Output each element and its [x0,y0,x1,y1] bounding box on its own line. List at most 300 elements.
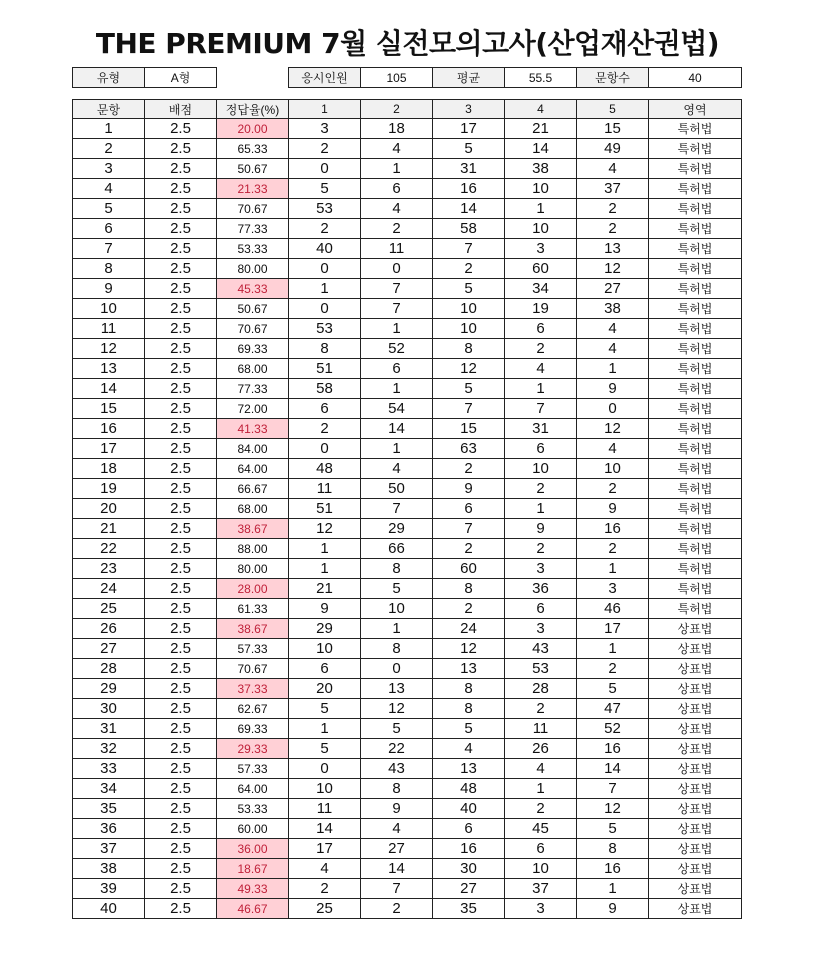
area-cell: 특허법 [649,579,742,599]
area-cell: 특허법 [649,479,742,499]
area-cell: 특허법 [649,119,742,139]
choice-3-count-cell: 4 [433,739,505,759]
average-label: 평균 [433,68,505,88]
examinees-value: 105 [361,68,433,88]
choice-3-count-cell: 2 [433,259,505,279]
score-cell: 2.5 [145,639,217,659]
correct-rate-cell: 68.00 [217,359,289,379]
area-cell: 상표법 [649,819,742,839]
choice-2-count-cell: 9 [361,799,433,819]
choice-2-count-cell: 52 [361,339,433,359]
question-number-cell: 38 [73,859,145,879]
choice-2-count-cell: 27 [361,839,433,859]
correct-rate-cell: 60.00 [217,819,289,839]
table-row [73,239,742,259]
area-cell: 상표법 [649,739,742,759]
choice-2-count-cell: 29 [361,519,433,539]
correct-rate-cell: 64.00 [217,459,289,479]
choice-4-count-cell: 31 [505,419,577,439]
correct-rate-cell: 53.33 [217,239,289,259]
correct-rate-cell: 70.67 [217,319,289,339]
table-row [73,419,742,439]
correct-rate-cell: 49.33 [217,879,289,899]
question-number-cell: 11 [73,319,145,339]
question-number-cell: 4 [73,179,145,199]
choice-3-count-cell: 5 [433,139,505,159]
table-row [73,639,742,659]
choice-1-count-cell: 58 [289,379,361,399]
score-cell: 2.5 [145,659,217,679]
choice-4-count-cell: 10 [505,219,577,239]
choice-3-count-cell: 5 [433,279,505,299]
question-number-cell: 16 [73,419,145,439]
choice-2-count-cell: 8 [361,779,433,799]
question-number-cell: 15 [73,399,145,419]
choice-5-count-cell: 27 [577,279,649,299]
area-cell: 특허법 [649,439,742,459]
choice-5-count-cell: 15 [577,119,649,139]
choice-5-count-cell: 1 [577,559,649,579]
choice-5-count-cell: 10 [577,459,649,479]
correct-rate-cell: 36.00 [217,839,289,859]
area-cell: 특허법 [649,379,742,399]
header-area: 영역 [649,100,742,119]
choice-2-count-cell: 7 [361,299,433,319]
choice-1-count-cell: 10 [289,779,361,799]
choice-3-count-cell: 16 [433,179,505,199]
question-number-cell: 17 [73,439,145,459]
question-number-cell: 36 [73,819,145,839]
table-row [73,659,742,679]
choice-5-count-cell: 2 [577,219,649,239]
score-cell: 2.5 [145,319,217,339]
choice-1-count-cell: 1 [289,279,361,299]
type-value: A형 [145,68,217,88]
header-correct-rate: 정답율(%) [217,100,289,119]
score-cell: 2.5 [145,159,217,179]
choice-4-count-cell: 2 [505,539,577,559]
choice-4-count-cell: 10 [505,179,577,199]
choice-3-count-cell: 2 [433,539,505,559]
question-number-cell: 19 [73,479,145,499]
score-cell: 2.5 [145,359,217,379]
table-row [73,219,742,239]
correct-rate-cell: 80.00 [217,559,289,579]
question-number-cell: 23 [73,559,145,579]
choice-5-count-cell: 52 [577,719,649,739]
type-label: 유형 [73,68,145,88]
choice-4-count-cell: 28 [505,679,577,699]
table-row [73,619,742,639]
table-row [73,119,742,139]
area-cell: 특허법 [649,599,742,619]
choice-2-count-cell: 22 [361,739,433,759]
score-cell: 2.5 [145,819,217,839]
choice-3-count-cell: 60 [433,559,505,579]
choice-3-count-cell: 14 [433,199,505,219]
choice-3-count-cell: 7 [433,519,505,539]
choice-1-count-cell: 51 [289,499,361,519]
choice-4-count-cell: 19 [505,299,577,319]
choice-2-count-cell: 0 [361,259,433,279]
choice-4-count-cell: 3 [505,559,577,579]
correct-rate-cell: 41.33 [217,419,289,439]
choice-3-count-cell: 8 [433,339,505,359]
correct-rate-cell: 77.33 [217,219,289,239]
score-cell: 2.5 [145,859,217,879]
question-number-cell: 22 [73,539,145,559]
question-number-cell: 9 [73,279,145,299]
table-row [73,579,742,599]
choice-3-count-cell: 40 [433,799,505,819]
choice-4-count-cell: 3 [505,239,577,259]
choice-4-count-cell: 3 [505,619,577,639]
table-row [73,699,742,719]
table-row [73,439,742,459]
choice-1-count-cell: 21 [289,579,361,599]
choice-5-count-cell: 4 [577,439,649,459]
choice-4-count-cell: 1 [505,499,577,519]
question-number-cell: 3 [73,159,145,179]
choice-4-count-cell: 2 [505,699,577,719]
correct-rate-cell: 21.33 [217,179,289,199]
correct-rate-cell: 50.67 [217,299,289,319]
score-cell: 2.5 [145,479,217,499]
table-row [73,799,742,819]
header-choice-4: 4 [505,100,577,119]
score-cell: 2.5 [145,219,217,239]
choice-4-count-cell: 4 [505,759,577,779]
question-number-cell: 34 [73,779,145,799]
correct-rate-cell: 69.33 [217,719,289,739]
score-cell: 2.5 [145,239,217,259]
choice-1-count-cell: 0 [289,159,361,179]
table-row [73,599,742,619]
choice-3-count-cell: 30 [433,859,505,879]
summary-row [73,68,742,88]
choice-1-count-cell: 1 [289,559,361,579]
choice-3-count-cell: 16 [433,839,505,859]
choice-5-count-cell: 2 [577,479,649,499]
choice-3-count-cell: 31 [433,159,505,179]
header-choice-3: 3 [433,100,505,119]
choice-2-count-cell: 50 [361,479,433,499]
question-number-cell: 25 [73,599,145,619]
score-cell: 2.5 [145,759,217,779]
score-cell: 2.5 [145,539,217,559]
choice-3-count-cell: 7 [433,399,505,419]
table-row [73,779,742,799]
choice-2-count-cell: 6 [361,359,433,379]
score-cell: 2.5 [145,139,217,159]
score-cell: 2.5 [145,399,217,419]
area-cell: 특허법 [649,539,742,559]
question-number-cell: 13 [73,359,145,379]
area-cell: 특허법 [649,219,742,239]
header-row [73,100,742,119]
area-cell: 특허법 [649,139,742,159]
choice-1-count-cell: 40 [289,239,361,259]
question-number-cell: 12 [73,339,145,359]
area-cell: 상표법 [649,839,742,859]
choice-5-count-cell: 2 [577,539,649,559]
choice-4-count-cell: 53 [505,659,577,679]
choice-5-count-cell: 1 [577,639,649,659]
choice-2-count-cell: 8 [361,639,433,659]
choice-3-count-cell: 6 [433,499,505,519]
choice-3-count-cell: 13 [433,659,505,679]
choice-1-count-cell: 51 [289,359,361,379]
correct-rate-cell: 20.00 [217,119,289,139]
choice-5-count-cell: 3 [577,579,649,599]
correct-rate-cell: 57.33 [217,639,289,659]
table-row [73,519,742,539]
choice-4-count-cell: 6 [505,319,577,339]
header-score: 배점 [145,100,217,119]
choice-3-count-cell: 8 [433,579,505,599]
choice-4-count-cell: 3 [505,899,577,919]
correct-rate-cell: 72.00 [217,399,289,419]
question-number-cell: 31 [73,719,145,739]
question-number-cell: 27 [73,639,145,659]
correct-rate-cell: 62.67 [217,699,289,719]
correct-rate-cell: 38.67 [217,619,289,639]
score-cell: 2.5 [145,719,217,739]
score-cell: 2.5 [145,559,217,579]
table-row [73,879,742,899]
choice-5-count-cell: 4 [577,319,649,339]
score-cell: 2.5 [145,739,217,759]
area-cell: 상표법 [649,859,742,879]
question-count-label: 문항수 [577,68,649,88]
choice-3-count-cell: 15 [433,419,505,439]
header-choice-5: 5 [577,100,649,119]
question-number-cell: 35 [73,799,145,819]
area-cell: 특허법 [649,419,742,439]
choice-4-count-cell: 60 [505,259,577,279]
choice-2-count-cell: 4 [361,459,433,479]
table-row [73,679,742,699]
score-cell: 2.5 [145,379,217,399]
area-cell: 상표법 [649,899,742,919]
correct-rate-cell: 57.33 [217,759,289,779]
choice-2-count-cell: 14 [361,859,433,879]
area-cell: 상표법 [649,719,742,739]
correct-rate-cell: 84.00 [217,439,289,459]
choice-5-count-cell: 14 [577,759,649,779]
correct-rate-cell: 53.33 [217,799,289,819]
correct-rate-cell: 69.33 [217,339,289,359]
table-row [73,159,742,179]
choice-1-count-cell: 2 [289,139,361,159]
score-cell: 2.5 [145,419,217,439]
score-cell: 2.5 [145,679,217,699]
choice-4-count-cell: 2 [505,799,577,819]
correct-rate-cell: 45.33 [217,279,289,299]
score-cell: 2.5 [145,119,217,139]
area-cell: 특허법 [649,159,742,179]
choice-2-count-cell: 54 [361,399,433,419]
choice-2-count-cell: 2 [361,219,433,239]
summary-gap [217,68,289,88]
choice-2-count-cell: 1 [361,439,433,459]
area-cell: 상표법 [649,639,742,659]
choice-4-count-cell: 21 [505,119,577,139]
area-cell: 특허법 [649,319,742,339]
score-cell: 2.5 [145,779,217,799]
choice-1-count-cell: 6 [289,399,361,419]
question-number-cell: 26 [73,619,145,639]
choice-1-count-cell: 11 [289,799,361,819]
table-row [73,359,742,379]
area-cell: 상표법 [649,799,742,819]
question-number-cell: 14 [73,379,145,399]
score-cell: 2.5 [145,799,217,819]
score-cell: 2.5 [145,899,217,919]
choice-5-count-cell: 1 [577,359,649,379]
choice-3-count-cell: 10 [433,319,505,339]
question-number-cell: 8 [73,259,145,279]
table-row [73,859,742,879]
average-value: 55.5 [505,68,577,88]
choice-4-count-cell: 34 [505,279,577,299]
choice-1-count-cell: 48 [289,459,361,479]
choice-5-count-cell: 9 [577,499,649,519]
correct-rate-cell: 66.67 [217,479,289,499]
choice-5-count-cell: 2 [577,199,649,219]
table-row [73,379,742,399]
area-cell: 특허법 [649,279,742,299]
results-table [72,99,742,919]
area-cell: 상표법 [649,759,742,779]
choice-1-count-cell: 2 [289,419,361,439]
correct-rate-cell: 28.00 [217,579,289,599]
score-cell: 2.5 [145,279,217,299]
choice-2-count-cell: 10 [361,599,433,619]
choice-4-count-cell: 4 [505,359,577,379]
choice-3-count-cell: 2 [433,459,505,479]
table-row [73,539,742,559]
choice-5-count-cell: 12 [577,259,649,279]
choice-1-count-cell: 9 [289,599,361,619]
header-choice-2: 2 [361,100,433,119]
choice-4-count-cell: 1 [505,379,577,399]
choice-3-count-cell: 13 [433,759,505,779]
choice-5-count-cell: 7 [577,779,649,799]
choice-2-count-cell: 12 [361,699,433,719]
table-row [73,559,742,579]
question-number-cell: 10 [73,299,145,319]
choice-2-count-cell: 1 [361,159,433,179]
choice-1-count-cell: 2 [289,879,361,899]
correct-rate-cell: 70.67 [217,659,289,679]
choice-4-count-cell: 6 [505,439,577,459]
choice-3-count-cell: 12 [433,359,505,379]
table-row [73,899,742,919]
score-cell: 2.5 [145,839,217,859]
choice-4-count-cell: 1 [505,199,577,219]
choice-2-count-cell: 7 [361,279,433,299]
choice-3-count-cell: 9 [433,479,505,499]
choice-2-count-cell: 1 [361,379,433,399]
choice-3-count-cell: 5 [433,379,505,399]
choice-2-count-cell: 4 [361,139,433,159]
question-number-cell: 29 [73,679,145,699]
choice-1-count-cell: 6 [289,659,361,679]
choice-3-count-cell: 35 [433,899,505,919]
choice-4-count-cell: 11 [505,719,577,739]
correct-rate-cell: 38.67 [217,519,289,539]
question-number-cell: 33 [73,759,145,779]
choice-4-count-cell: 6 [505,599,577,619]
table-row [73,719,742,739]
area-cell: 특허법 [649,239,742,259]
correct-rate-cell: 64.00 [217,779,289,799]
choice-1-count-cell: 14 [289,819,361,839]
choice-1-count-cell: 4 [289,859,361,879]
choice-4-count-cell: 14 [505,139,577,159]
correct-rate-cell: 68.00 [217,499,289,519]
correct-rate-cell: 46.67 [217,899,289,919]
choice-4-count-cell: 2 [505,339,577,359]
question-number-cell: 40 [73,899,145,919]
area-cell: 특허법 [649,399,742,419]
choice-3-count-cell: 24 [433,619,505,639]
area-cell: 특허법 [649,199,742,219]
table-row [73,279,742,299]
choice-5-count-cell: 16 [577,519,649,539]
correct-rate-cell: 65.33 [217,139,289,159]
choice-3-count-cell: 63 [433,439,505,459]
correct-rate-cell: 18.67 [217,859,289,879]
area-cell: 상표법 [649,779,742,799]
table-row [73,339,742,359]
choice-2-count-cell: 13 [361,679,433,699]
choice-3-count-cell: 8 [433,679,505,699]
table-row [73,739,742,759]
choice-2-count-cell: 18 [361,119,433,139]
score-cell: 2.5 [145,519,217,539]
choice-1-count-cell: 0 [289,759,361,779]
choice-4-count-cell: 36 [505,579,577,599]
choice-2-count-cell: 43 [361,759,433,779]
choice-4-count-cell: 10 [505,859,577,879]
choice-1-count-cell: 25 [289,899,361,919]
choice-3-count-cell: 5 [433,719,505,739]
choice-5-count-cell: 0 [577,399,649,419]
question-number-cell: 39 [73,879,145,899]
table-row [73,499,742,519]
correct-rate-cell: 70.67 [217,199,289,219]
score-cell: 2.5 [145,499,217,519]
correct-rate-cell: 80.00 [217,259,289,279]
choice-5-count-cell: 12 [577,799,649,819]
choice-2-count-cell: 0 [361,659,433,679]
choice-2-count-cell: 11 [361,239,433,259]
question-number-cell: 1 [73,119,145,139]
question-count-value: 40 [649,68,742,88]
choice-2-count-cell: 66 [361,539,433,559]
choice-5-count-cell: 16 [577,859,649,879]
table-row [73,179,742,199]
choice-1-count-cell: 3 [289,119,361,139]
choice-2-count-cell: 6 [361,179,433,199]
correct-rate-cell: 61.33 [217,599,289,619]
question-number-cell: 20 [73,499,145,519]
score-cell: 2.5 [145,579,217,599]
choice-5-count-cell: 4 [577,159,649,179]
choice-1-count-cell: 5 [289,699,361,719]
